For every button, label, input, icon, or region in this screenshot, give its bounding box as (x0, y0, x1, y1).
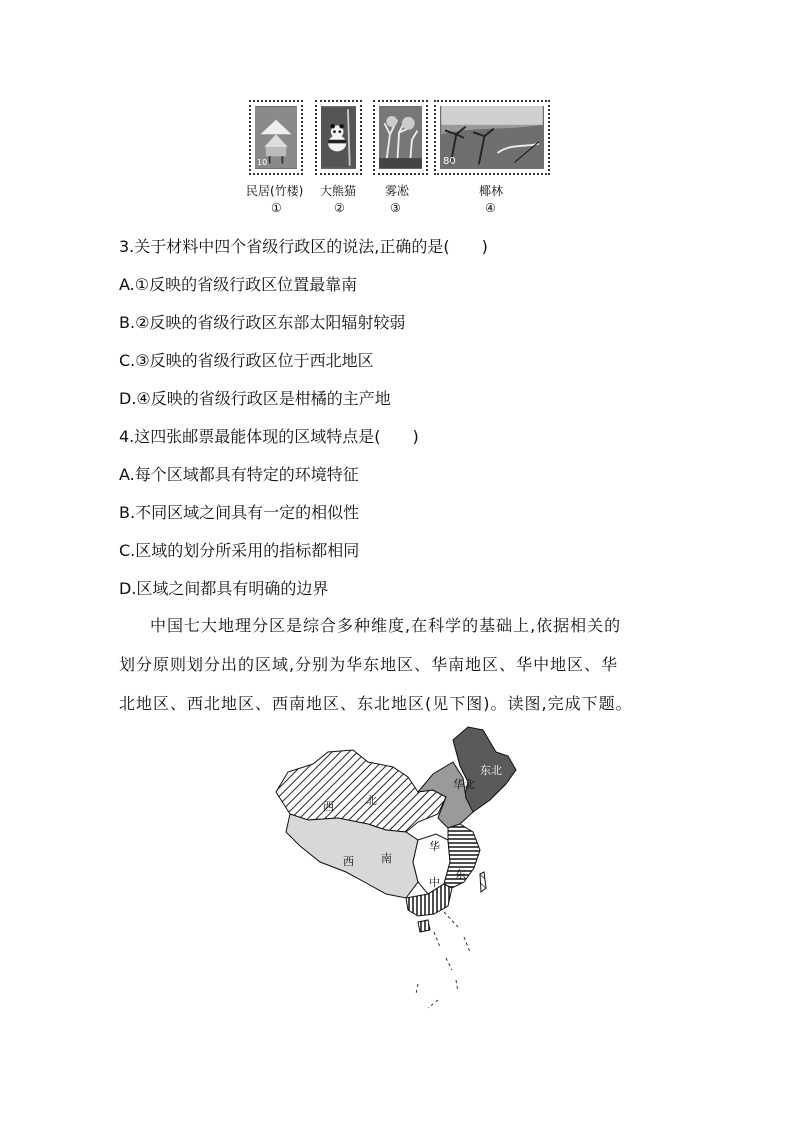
answer-option[interactable]: B.②反映的省级行政区东部太阳辐射较弱 (119, 313, 406, 332)
answer-option[interactable]: A.每个区域都具有特定的环境特征 (119, 465, 359, 484)
china-regions-map (268, 722, 536, 1014)
stamp-number: ② (334, 201, 345, 215)
answer-option[interactable]: B.不同区域之间具有一定的相似性 (119, 503, 360, 522)
label-dong: 东 (455, 868, 466, 881)
answer-option[interactable]: C.区域的划分所采用的指标都相同 (119, 541, 360, 560)
stamp-caption: 民居(竹楼) (246, 184, 304, 198)
label-southwest-nan: 南 (381, 852, 392, 865)
island-hainan (418, 920, 430, 932)
intro-line: 中国七大地理分区是综合多种维度,在科学的基础上,依据相关的 (150, 616, 622, 635)
label-northwest-bei: 北 (366, 794, 377, 807)
answer-option[interactable]: C.③反映的省级行政区位于西北地区 (119, 351, 374, 370)
label-huabei: 华北 (453, 778, 475, 791)
question-stem: 4.这四张邮票最能体现的区域特点是( ) (119, 427, 419, 446)
stamp-number: ④ (485, 201, 496, 215)
stamp-caption: 大熊猫 (320, 184, 357, 198)
stamp-number: ③ (390, 201, 401, 215)
stamp-value: 80 (443, 156, 456, 167)
intro-line: 北地区、西北地区、西南地区、东北地区(见下图)。读图,完成下题。 (119, 694, 633, 713)
intro-line: 划分原则划分出的区域,分别为华东地区、华南地区、华中地区、华 (119, 655, 619, 674)
stamp-value: 10 (257, 158, 268, 167)
stamp-rime (373, 100, 428, 175)
answer-option[interactable]: D.区域之间都具有明确的边界 (119, 579, 329, 598)
label-dongbei: 东北 (480, 764, 502, 777)
stamp-number: ① (271, 201, 282, 215)
question-stem: 3.关于材料中四个省级行政区的说法,正确的是( ) (119, 237, 488, 256)
stamp-caption: 椰林 (479, 184, 504, 198)
label-northwest-xi: 西 (323, 800, 334, 813)
label-hua: 华 (429, 840, 440, 853)
answer-option[interactable]: A.①反映的省级行政区位置最靠南 (119, 275, 358, 294)
island-taiwan (480, 872, 486, 892)
label-southwest-xi: 西 (343, 855, 354, 868)
answer-option[interactable]: D.④反映的省级行政区是柑橘的主产地 (119, 389, 391, 408)
stamp-caption: 雾凇 (385, 184, 410, 198)
stamp-coconut (434, 100, 550, 175)
stamp-dwelling (249, 100, 303, 175)
stamp-panda (315, 100, 362, 175)
rime-tree-image (379, 106, 422, 169)
label-zhong: 中 (429, 876, 440, 889)
panda-image (321, 106, 356, 169)
